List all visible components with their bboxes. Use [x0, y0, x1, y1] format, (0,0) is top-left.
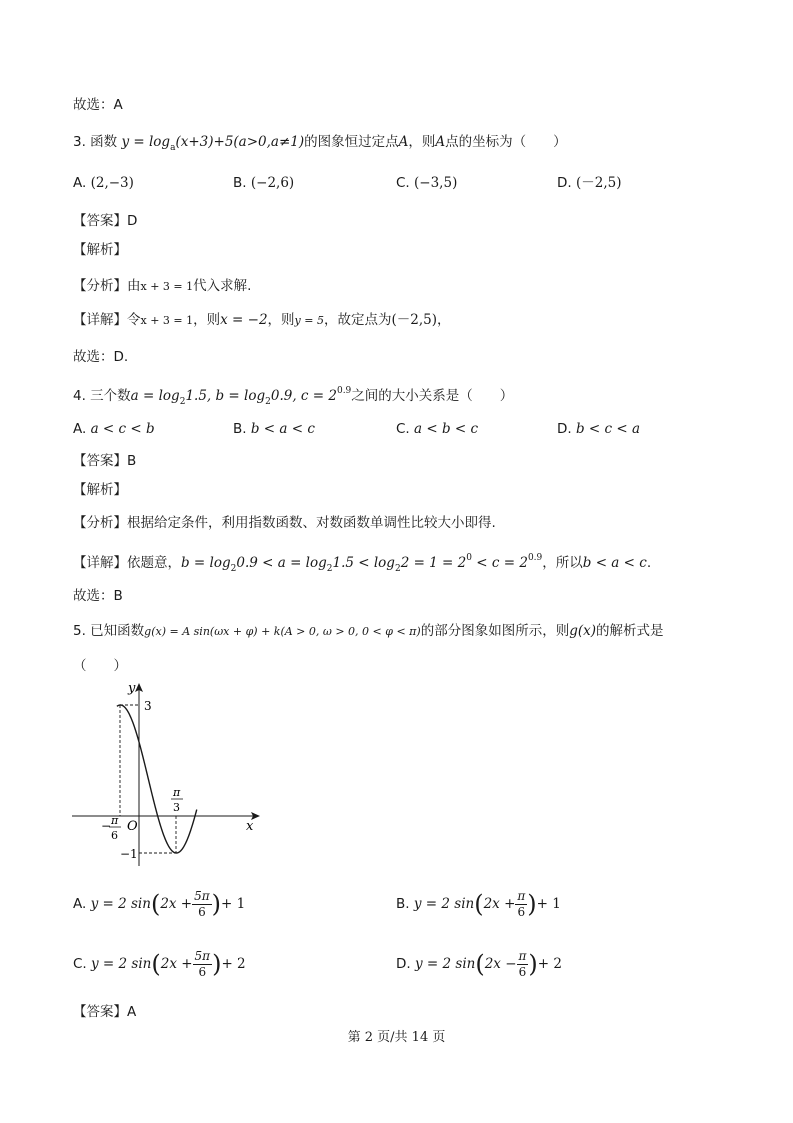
formula: $y = \log_a(x+3)+5(a>0,a\ne 1)$	[121, 134, 305, 153]
y-axis-label: y	[128, 681, 136, 696]
x-right-den: 3	[173, 801, 180, 814]
choice-line: 故选：B	[73, 588, 123, 604]
answer-tag: 【答案】B	[73, 453, 137, 469]
detail-line: 【详解】令x + 3 = 1，则x = −2，则y = 5，故定点为(－2,5)，	[73, 312, 451, 328]
option-c: C. a < b < c	[396, 421, 479, 437]
origin-label: O	[127, 819, 138, 834]
x-axis-label: x	[246, 819, 254, 834]
choice-line: 故选：D.	[73, 349, 129, 365]
x-left-sign: −	[101, 819, 112, 833]
question-4-stem: 4. 三个数$a = \log_21.5$, $b = \log_20.9$, $c = 2^{0.9}$之间的大小关系是（ ）	[73, 386, 514, 407]
option-b: B. b < a < c	[233, 421, 315, 437]
option-d: D. b < c < a	[557, 421, 641, 437]
x-left-den: 6	[111, 829, 118, 842]
choice-line: 故选：A	[73, 97, 123, 113]
y-max-label: 3	[144, 699, 152, 713]
option-a: A. a < c < b	[73, 421, 155, 437]
analysis-tag: 【解析】	[73, 242, 127, 258]
option-d: D. (－2,5)	[557, 175, 622, 191]
option-a: A. (2,−3)	[73, 175, 134, 191]
option-a: A. y = 2 sin(2x + $\frac{5\pi}{6}$ )+ 1	[73, 888, 246, 919]
option-b: B. (−2,6)	[233, 175, 295, 191]
analysis-tag: 【解析】	[73, 482, 127, 498]
analysis-line: 【分析】由x + 3 = 1代入求解.	[73, 278, 252, 294]
question-5-stem: 5. 已知函数g(x) = A sin(ωx + φ) + k(A > 0, ω > 0, 0 < φ < π)的部分图象如图所示，则g(x)的解析式是	[73, 623, 664, 639]
question-3-stem: 3. 函数 $y = \log_a(x+3)+5(a>0,a\ne 1)$的图象恒过定点A，则A点的坐标为（ ）	[73, 134, 567, 153]
option-b: B. y = 2 sin(2x + $\frac{\pi}{6}$ )+ 1	[396, 888, 561, 919]
answer-tag: 【答案】A	[73, 1004, 137, 1020]
answer-tag: 【答案】D	[73, 213, 138, 229]
analysis-line: 【分析】根据给定条件，利用指数函数、对数函数单调性比较大小即得.	[73, 515, 496, 531]
x-left-num: π	[111, 814, 119, 827]
answer-paren: （ ）	[73, 658, 127, 674]
option-d: D. y = 2 sin(2x − $\frac{\pi}{6}$ )+ 2	[396, 948, 562, 979]
option-c: C. y = 2 sin(2x + $\frac{5\pi}{6}$ )+ 2	[73, 948, 246, 979]
page-footer: 第 2 页/共 14 页	[347, 1030, 446, 1045]
formula: $a = \log_21.5$, $b = \log_20.9$, $c = 2^{0.9}$	[130, 386, 352, 407]
question-number: 3. 函数	[73, 134, 118, 150]
formula: g(x) = A sin(ωx + φ) + k(A > 0, ω > 0, 0 < φ < π)	[144, 625, 421, 638]
x-right-num: π	[173, 786, 181, 799]
function-graph	[70, 678, 270, 868]
y-min-label: −1	[120, 847, 138, 861]
detail-line: 【详解】依题意，$b = \log_20.9 < a = \log_21.5 < \log_22 = 1 = 2^0 < c = 2^{0.9}$，所以b < a < c.	[73, 553, 652, 574]
option-c: C. (−3,5)	[396, 175, 458, 191]
